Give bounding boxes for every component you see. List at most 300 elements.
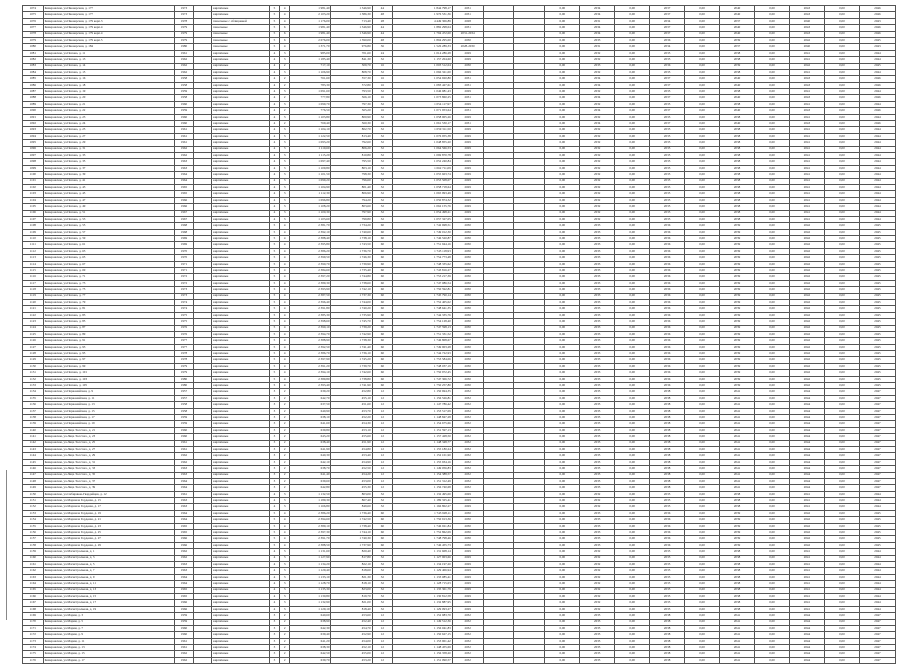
table-cell: 2035 <box>580 472 615 478</box>
table-cell: 2041 <box>720 638 755 644</box>
table-cell: 4 <box>269 121 279 127</box>
table-cell: 2030 <box>452 287 483 293</box>
table-cell: 4 <box>269 152 279 158</box>
table-cell: 1129 <box>23 357 44 363</box>
table-cell: 2046 <box>859 6 895 12</box>
table-cell: 4 <box>269 146 279 152</box>
table-cell: 2041 <box>789 191 824 197</box>
table-cell: 452,20 <box>331 415 372 421</box>
table-cell: 0,00 <box>685 121 720 127</box>
table-cell: 819,70 <box>331 593 372 599</box>
table-cell: 2035 <box>580 402 615 408</box>
table-cell: 2045 <box>859 236 895 242</box>
table-cell: кирпичные <box>212 606 270 612</box>
table-cell: 3 <box>280 210 290 216</box>
table-cell: 1 386,30 <box>331 12 372 18</box>
table-cell: 2036 <box>650 517 685 523</box>
table-cell: 2037 <box>720 44 755 50</box>
table-cell: 0,00 <box>755 536 790 542</box>
table-cell: Кемеровская, ул.Попова, д. 87 <box>43 325 175 331</box>
table-cell: 1163 <box>23 574 44 580</box>
table-cell: 0,00 <box>685 44 720 50</box>
table-cell: 810,80 <box>331 152 372 158</box>
table-cell: 2035 <box>580 645 615 651</box>
table-cell: 2036 <box>650 542 685 548</box>
table-cell: 2 <box>280 638 290 644</box>
table-cell: 1091 <box>23 114 44 120</box>
table-cell: 2 386,20 <box>290 510 331 516</box>
table-cell: 1 127,90 <box>290 555 331 561</box>
table-cell: Кемеровская, ул.Магистральная, д. 5 <box>43 561 175 567</box>
table-cell: 2029 <box>452 133 483 139</box>
table-cell: 0,00 <box>615 542 650 548</box>
table-cell <box>514 657 545 663</box>
table-cell: 2040 <box>720 25 755 31</box>
table-cell: 4 <box>280 370 290 376</box>
table-cell: 60 <box>372 306 393 312</box>
table-cell: 2038 <box>650 453 685 459</box>
table-cell: 0,00 <box>685 127 720 133</box>
table-cell: 0,00 <box>685 446 720 452</box>
table-cell: 0,00 <box>615 657 650 663</box>
table-cell: Кемеровская, ул.Магистральная, д. 13 <box>43 587 175 593</box>
table-cell: Кемеровская, ул.Первомайская, д. 15 <box>43 408 175 414</box>
table-cell: кирпичные <box>212 446 270 452</box>
table-cell: 1 157 428,50 <box>393 434 453 440</box>
table-cell: 0,00 <box>824 581 859 587</box>
table-cell: кирпичные <box>212 274 270 280</box>
table-cell: 1964 <box>175 485 194 491</box>
table-cell: 0,00 <box>615 280 650 286</box>
table-cell: 0,00 <box>615 319 650 325</box>
table-cell: 2 <box>280 76 290 82</box>
table-cell: 2039 <box>720 274 755 280</box>
table-cell: 2030 <box>452 63 483 69</box>
table-cell: 2035 <box>650 600 685 606</box>
table-cell: 16 <box>372 63 393 69</box>
table-cell: 0,00 <box>545 466 580 472</box>
table-cell: 0,00 <box>824 299 859 305</box>
table-cell: 5 <box>269 229 279 235</box>
table-cell: 2045 <box>859 248 895 254</box>
table-cell: 2035 <box>650 498 685 504</box>
table-cell: 849,60 <box>331 504 372 510</box>
table-cell: 2044 <box>859 197 895 203</box>
table-cell: 1152 <box>23 504 44 510</box>
table-cell: 1 346,90 <box>331 25 372 31</box>
table-cell: 4 <box>269 587 279 593</box>
table-cell: 0,00 <box>685 242 720 248</box>
table-cell: 2038 <box>720 606 755 612</box>
table-cell: 5 <box>269 312 279 318</box>
table-cell: 1172 <box>23 632 44 638</box>
table-cell: 0,00 <box>545 613 580 619</box>
table-cell: 0,00 <box>545 555 580 561</box>
table-cell: 2038 <box>720 600 755 606</box>
table-cell: 1961 <box>175 645 194 651</box>
table-cell: 1961 <box>175 133 194 139</box>
table-cell: 5 <box>269 319 279 325</box>
table-cell: 1 127 903,66 <box>393 555 453 561</box>
table-cell: 0,00 <box>615 223 650 229</box>
table-cell: 1958 <box>175 408 194 414</box>
table-cell: 32 <box>372 549 393 555</box>
table-cell: 2039 <box>720 542 755 548</box>
table-cell: Кемеровская, ул.Попова, д. 27 <box>43 133 175 139</box>
table-cell: 4 <box>280 344 290 350</box>
table-cell: 2032 <box>452 415 483 421</box>
table-cell: 1104 <box>23 197 44 203</box>
table-cell: 5 <box>269 255 279 261</box>
table-cell: 2035 <box>650 69 685 75</box>
table-cell: 821,30 <box>331 574 372 580</box>
table-cell <box>483 657 514 663</box>
table-cell: кирпичные <box>212 210 270 216</box>
table-cell: 0,00 <box>755 101 790 107</box>
table-cell: 2047 <box>859 638 895 644</box>
table-cell: 0,00 <box>824 101 859 107</box>
table-cell: 5 <box>269 248 279 254</box>
table-cell: 2041 <box>720 427 755 433</box>
table-cell: 2033 <box>580 344 615 350</box>
table-cell: 3 <box>280 114 290 120</box>
table-cell: 0,00 <box>824 76 859 82</box>
table-cell: кирпичные <box>212 510 270 516</box>
table-cell: 1976 <box>175 331 194 337</box>
table-cell: 2045 <box>859 523 895 529</box>
table-cell: 0,00 <box>685 415 720 421</box>
table-cell: 0,00 <box>755 89 790 95</box>
table-cell: 1 744 722,93 <box>393 351 453 357</box>
table-cell: 1962 <box>175 651 194 657</box>
table-cell: 2047 <box>859 472 895 478</box>
table-cell: 2033 <box>580 293 615 299</box>
table-cell: 0,00 <box>824 319 859 325</box>
table-cell: 2035 <box>580 613 615 619</box>
table-cell: 0,00 <box>685 76 720 82</box>
table-cell: 5 <box>269 536 279 542</box>
table-cell: 0,00 <box>824 184 859 190</box>
table-cell: 2030 <box>452 523 483 529</box>
table-cell: 0,00 <box>755 152 790 158</box>
table-cell: 1121 <box>23 306 44 312</box>
table-cell: Кемеровская, ул.Попова, д. 97 <box>43 357 175 363</box>
table-cell: 2044 <box>859 593 895 599</box>
table-cell: панельные <box>212 44 270 50</box>
table-cell: 0,00 <box>755 76 790 82</box>
table-cell: 1 050 874,32 <box>393 197 453 203</box>
table-cell: 60 <box>372 325 393 331</box>
table-cell: 4 <box>280 510 290 516</box>
table-cell: 2043 <box>789 95 824 101</box>
table-cell: 1960 <box>175 427 194 433</box>
table-cell: 5 <box>269 510 279 516</box>
table-cell: Кемеровская, ул.Попова, д. 81 <box>43 306 175 312</box>
table-cell: 1 059 311,50 <box>393 127 453 133</box>
table-cell: 4 <box>280 325 290 331</box>
table-cell: 0,00 <box>755 50 790 56</box>
table-cell: 0,00 <box>615 478 650 484</box>
table-cell: 0,00 <box>824 453 859 459</box>
table-cell: 1150 <box>23 491 44 497</box>
table-cell: 2041 <box>720 415 755 421</box>
table-cell: 2047 <box>859 402 895 408</box>
table-cell: 2036 <box>650 287 685 293</box>
table-cell: Кемеровская, ул.Лица Толстого, д. 33 <box>43 466 175 472</box>
table-cell: 2 <box>280 625 290 631</box>
table-cell: 2036 <box>650 261 685 267</box>
table-cell: 3 <box>269 395 279 401</box>
table-cell: кирпичные <box>212 600 270 606</box>
table-cell: 1 737,90 <box>331 542 372 548</box>
table-cell: 976,80 <box>331 44 372 50</box>
table-cell: 1 745 118,93 <box>393 248 453 254</box>
table-cell: 701,60 <box>331 50 372 56</box>
table-cell: 2030 <box>452 280 483 286</box>
table-cell: 2042 <box>789 274 824 280</box>
table-cell: 2044 <box>789 651 824 657</box>
table-cell: 0,00 <box>824 178 859 184</box>
table-cell: 0,00 <box>824 421 859 427</box>
table-cell: 2041 <box>789 165 824 171</box>
table-cell: кирпичные <box>212 287 270 293</box>
table-cell: 0,00 <box>755 299 790 305</box>
table-cell: 0,00 <box>615 587 650 593</box>
table-cell: 0,00 <box>685 197 720 203</box>
table-cell: 0,00 <box>545 498 580 504</box>
table-cell: кирпичные <box>212 50 270 56</box>
table-cell: 2031 <box>452 82 483 88</box>
table-cell: 0,00 <box>824 44 859 50</box>
table-cell: 1088 <box>23 95 44 101</box>
table-cell: Кемеровская, ул.Лица Толстого, д. 25 <box>43 440 175 446</box>
table-cell: 0,00 <box>615 466 650 472</box>
table-cell: Кемеровская, ул.Магистральная, д. 3 <box>43 555 175 561</box>
table-cell: 5 <box>269 280 279 286</box>
table-cell: 5 <box>269 344 279 350</box>
table-cell: 2042 <box>789 280 824 286</box>
table-cell: 0,00 <box>545 574 580 580</box>
table-cell: 0,00 <box>615 453 650 459</box>
table-cell: 2041 <box>789 69 824 75</box>
table-cell: 453,60 <box>331 613 372 619</box>
table-cell: кирпичные <box>212 101 270 107</box>
table-cell: Кемеровская, ул.Пионерская, д. 184 <box>43 44 175 50</box>
table-cell: Кемеровская, ул.Маршала Гордеева, д. 19 <box>43 510 175 516</box>
table-cell: кирпичные <box>212 453 270 459</box>
table-cell: 4 <box>280 383 290 389</box>
table-cell: 1133 <box>23 383 44 389</box>
table-cell: 1979 <box>175 31 194 37</box>
table-cell: 454,70 <box>331 625 372 631</box>
table-cell: 0,00 <box>824 121 859 127</box>
table-cell: 1 054 498,21 <box>393 210 453 216</box>
table-cell: 5 <box>269 299 279 305</box>
table-cell: 0,00 <box>685 587 720 593</box>
table-cell: 0,00 <box>824 89 859 95</box>
table-cell: 2035 <box>650 146 685 152</box>
table-cell: 1092 <box>23 121 44 127</box>
table-cell: Кемеровская, ул.Попова, д. 85 <box>43 319 175 325</box>
table-cell: 639,60 <box>290 478 331 484</box>
table-cell: 0,00 <box>615 485 650 491</box>
table-cell: 0,00 <box>755 587 790 593</box>
table-cell: 1 743,50 <box>331 242 372 248</box>
table-cell: Кемеровская, ул.Магистральная, д. 7 <box>43 568 175 574</box>
table-cell: 4 <box>269 600 279 606</box>
table-cell: 1965 <box>175 191 194 197</box>
table-cell: 818,10 <box>331 581 372 587</box>
table-cell: 2036 <box>650 255 685 261</box>
table-cell: 1174 <box>23 645 44 651</box>
table-cell: 565,20 <box>331 108 372 114</box>
table-cell: 0,00 <box>685 453 720 459</box>
table-cell: 453,20 <box>331 657 372 663</box>
table-cell: 2038 <box>720 210 755 216</box>
table-cell: 0,00 <box>615 12 650 18</box>
table-cell: 0,00 <box>545 242 580 248</box>
table-cell: 4 <box>269 140 279 146</box>
table-cell: 0,00 <box>755 632 790 638</box>
table-cell: 32 <box>372 491 393 497</box>
table-cell: 2028 <box>452 18 483 24</box>
table-cell: 0,00 <box>685 363 720 369</box>
table-cell: 1 109,80 <box>290 165 331 171</box>
table-cell: 0,00 <box>615 510 650 516</box>
table-cell: кирпичные <box>212 478 270 484</box>
table-cell: 867,40 <box>331 498 372 504</box>
table-cell: 0,00 <box>755 351 790 357</box>
table-cell: 2042 <box>789 248 824 254</box>
table-cell: Кемеровская, ул.Попова, д. 71 <box>43 274 175 280</box>
table-cell: 1973 <box>175 12 194 18</box>
table-cell: 2033 <box>580 37 615 43</box>
table-cell: кирпичные <box>212 561 270 567</box>
table-cell: кирпичные <box>212 178 270 184</box>
table-cell: 1971 <box>175 261 194 267</box>
table-cell: 2032 <box>580 574 615 580</box>
table-cell: 2035 <box>650 159 685 165</box>
table-cell: 0,00 <box>755 363 790 369</box>
table-cell: 0,00 <box>755 223 790 229</box>
table-cell: 2038 <box>650 459 685 465</box>
table-cell: 2042 <box>789 517 824 523</box>
table-cell: 0,00 <box>685 485 720 491</box>
table-cell: 642,10 <box>290 459 331 465</box>
table-cell: 1960 <box>175 434 194 440</box>
table-cell: 2031 <box>452 76 483 82</box>
table-cell: 1 129,10 <box>290 606 331 612</box>
table-cell: 2042 <box>789 338 824 344</box>
table-cell: 2 <box>280 95 290 101</box>
table-cell: 2047 <box>859 478 895 484</box>
table-cell: 0,00 <box>755 69 790 75</box>
table-cell: 2029 <box>452 561 483 567</box>
table-cell: 2039 <box>720 370 755 376</box>
table-cell: 0,00 <box>824 536 859 542</box>
table-cell: 2042 <box>789 383 824 389</box>
table-cell: 4 <box>280 44 290 50</box>
table-cell: Кемеровская, ул.Попова, д. 75 <box>43 287 175 293</box>
table-cell: 2039 <box>720 37 755 43</box>
table-cell: 1 132 495,00 <box>393 491 453 497</box>
table-cell: 2032 <box>452 408 483 414</box>
table-cell: 2044 <box>859 191 895 197</box>
table-cell: 1963 <box>175 472 194 478</box>
table-cell: 2032 <box>580 146 615 152</box>
table-cell: 4 <box>280 12 290 18</box>
table-cell: 2038 <box>650 619 685 625</box>
table-cell: 2 387,50 <box>290 293 331 299</box>
table-cell: кирпичные <box>212 408 270 414</box>
table-cell: 1980 <box>175 383 194 389</box>
table-cell: 60 <box>372 338 393 344</box>
table-cell: 2044 <box>789 466 824 472</box>
table-cell: 44 <box>372 6 393 12</box>
table-cell: 2032 <box>452 625 483 631</box>
table-cell: Кемеровская, ул.Первомайская, д. 11 <box>43 395 175 401</box>
table-cell: кирпичные <box>212 242 270 248</box>
table-cell: Кемеровская, ул.Марии, д. 5 <box>43 619 175 625</box>
table-cell: 642,70 <box>290 395 331 401</box>
table-cell: 1 154 388,57 <box>393 472 453 478</box>
table-cell: 2045 <box>859 37 895 43</box>
table-cell: 0,00 <box>545 140 580 146</box>
table-cell: 1136 <box>23 402 44 408</box>
table-cell: 1 076 955,38 <box>393 133 453 139</box>
table-cell: 0,00 <box>615 504 650 510</box>
table-cell: кирпичные <box>212 191 270 197</box>
table-cell: 0,00 <box>615 159 650 165</box>
table-cell: 794,20 <box>331 197 372 203</box>
table-cell: 0,00 <box>545 331 580 337</box>
table-cell: 3 <box>269 657 279 663</box>
table-cell: 0,00 <box>685 248 720 254</box>
table-cell: 1980 <box>175 44 194 50</box>
table-cell: 1976 <box>175 325 194 331</box>
table-cell: кирпичные <box>212 63 270 69</box>
table-cell: 0,00 <box>545 152 580 158</box>
table-cell: 1 166 802,27 <box>393 504 453 510</box>
table-cell: 0,00 <box>685 568 720 574</box>
table-cell: 1970 <box>175 255 194 261</box>
table-cell: 0,00 <box>545 37 580 43</box>
table-cell: 2032 <box>580 133 615 139</box>
table-cell: 4 <box>269 89 279 95</box>
table-cell: 2035 <box>580 395 615 401</box>
table-cell: 0,00 <box>615 197 650 203</box>
table-cell: 2035 <box>650 57 685 63</box>
table-cell: Кемеровская, ул.Попова, д. 49 <box>43 204 175 210</box>
table-cell: 2040 <box>720 31 755 37</box>
table-cell: 4 <box>280 530 290 536</box>
table-cell: 2035 <box>650 140 685 146</box>
table-cell: 0,00 <box>685 223 720 229</box>
table-cell: 0,00 <box>755 268 790 274</box>
table-cell: 1107 <box>23 216 44 222</box>
table-cell: 1 131,60 <box>290 549 331 555</box>
table-cell: 1081 <box>23 50 44 56</box>
table-cell: кирпичные <box>212 325 270 331</box>
table-cell: 0,00 <box>685 351 720 357</box>
table-cell: Кемеровская, ул.Пионерская, д. 179 корп.5 <box>43 37 175 43</box>
table-cell: 642,30 <box>290 625 331 631</box>
table-cell: 1169 <box>23 613 44 619</box>
table-cell: 2035 <box>580 446 615 452</box>
table-cell: 0,00 <box>824 146 859 152</box>
table-cell: 2033 <box>580 306 615 312</box>
table-cell: 2041 <box>720 632 755 638</box>
